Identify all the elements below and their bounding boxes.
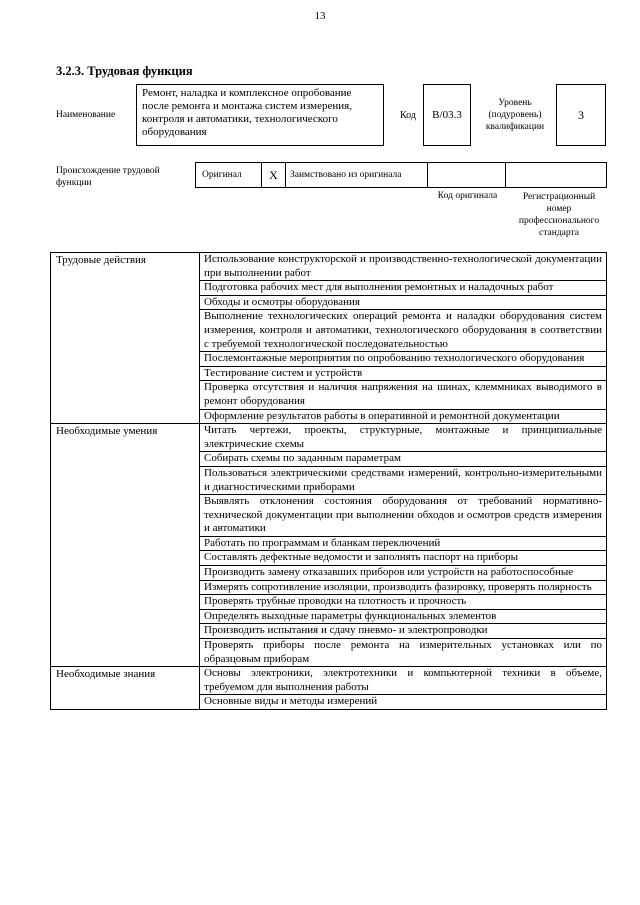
code-box: В/03.3 [423,84,471,146]
item-cell: Пользоваться электрическими средствами измерений, контрольно-измерительными и диагностическими приборами [200,466,607,494]
item-cell: Выполнение технологических операций ремонта и наладки оборудования систем измерения, контроля и автоматики, технологического оборудования в соответствии с требуемой технологической последовательностью [200,310,607,352]
item-cell: Определять выходные параметры функциональных элементов [200,609,607,624]
function-name-box: Ремонт, наладка и комплексное опробование после ремонта и монтажа систем измерения, контроля и автоматики, технологического оборудования [136,84,384,146]
table-row [51,667,607,695]
section-title: 3.2.3. Трудовая функция [56,64,193,78]
reg-number-cell [506,163,606,187]
level-box: 3 [556,84,606,146]
item-cell: Проверять приборы после ремонта на измерительных установках или по образцовым приборам [200,639,607,667]
original-code-cell [428,163,506,187]
item-cell: Использование конструкторской и производственно-технологической документации при выполнении работ [200,253,607,281]
category-cell: Необходимые умения [51,424,200,667]
table-row [51,424,607,452]
code-label: Код [400,110,416,121]
original-label: Оригинал [196,163,262,187]
item-cell: Производить замену отказавших приборов или устройств на работоспособные [200,566,607,581]
original-code-caption: Код оригинала [437,191,498,201]
item-cell: Основные виды и методы измерений [200,695,607,710]
item-cell: Проверка отсутствия и наличия напряжения на шинах, клеммниках выводимого в ремонт оборудования [200,381,607,409]
item-cell: Составлять дефектные ведомости и заполнять паспорт на приборы [200,551,607,566]
borrowed-label: Заимствовано из оригинала [286,163,428,187]
original-mark: X [262,163,286,187]
item-cell: Работать по программам и бланкам переключений [200,536,607,551]
item-cell: Подготовка рабочих мест для выполнения ремонтных и наладочных работ [200,281,607,296]
name-label: Наименование [56,110,116,120]
origin-row [195,162,607,188]
origin-label: Происхождение трудовой функции [56,166,160,188]
level-label: Уровень (подуровень) квалификации [485,98,545,132]
page-number: 13 [314,10,326,22]
category-cell: Трудовые действия [51,253,200,424]
item-cell: Обходы и осмотры оборудования [200,295,607,310]
item-cell: Проверять трубные проводки на плотность и прочность [200,595,607,610]
item-cell: Оформление результатов работы в оперативной и ремонтной документации [200,409,607,424]
item-cell: Тестирование систем и устройств [200,366,607,381]
category-cell: Необходимые знания [51,667,200,710]
item-cell: Собирать схемы по заданным параметрам [200,452,607,467]
item-cell: Измерять сопротивление изоляции, производить фазировку, проверять полярность [200,580,607,595]
item-cell: Основы электроники, электротехники и компьютерной техники в объеме, требуемом для выполнения работы [200,667,607,695]
item-cell: Выявлять отклонения состояния оборудования от требований нормативно-технической документации при выполнении обходов и осмотров средств измерения и автоматики [200,495,607,537]
item-cell: Послемонтажные мероприятия по опробованию технологического оборудования [200,352,607,367]
item-cell: Производить испытания и сдачу пневмо- и электропроводки [200,624,607,639]
item-cell: Читать чертежи, проекты, структурные, монтажные и принципиальные электрические схемы [200,424,607,452]
function-details-table [50,252,607,710]
reg-number-caption: Регистрационный номер профессионального стандарта [518,192,600,238]
table-row [51,253,607,281]
